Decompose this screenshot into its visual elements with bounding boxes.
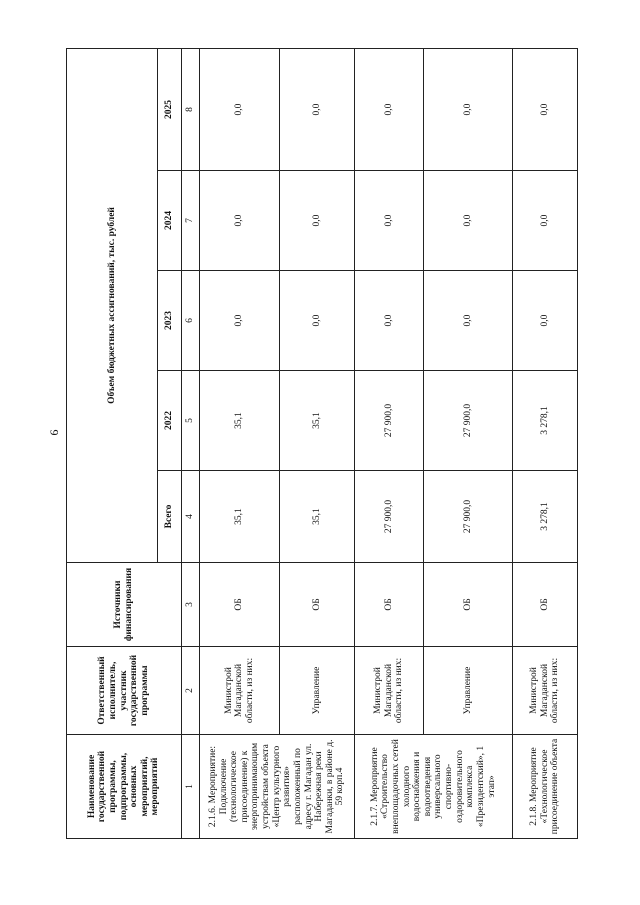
value-2025: 0,0: [200, 49, 280, 171]
responsible-cell: Министрой Магаданской области, из них:: [513, 647, 578, 735]
budget-table: [66, 48, 578, 839]
value-2023: 0,0: [354, 271, 423, 371]
total-cell: 35,1: [200, 471, 280, 563]
value-2025: 0,0: [279, 49, 354, 171]
header-year-2023: 2023: [157, 271, 181, 371]
source-cell: ОБ: [424, 563, 513, 647]
table-row: [424, 49, 513, 839]
column-number-row: [181, 49, 199, 839]
header-year-2025: 2025: [157, 49, 181, 171]
measure-name-2-1-7: 2.1.7. Мероприятие «Строительство внеплощадочных сетей холодного водоснабжения и водоотведения универсального спортивно-оздоровительного комплекса «Президентский», 1 этап»: [354, 735, 512, 839]
value-2022: 27 900,0: [424, 371, 513, 471]
table-row: [200, 49, 280, 839]
header-volume: Объем бюджетных ассигнований, тыс. рублей: [67, 49, 158, 563]
table-row: [513, 49, 578, 839]
column-number: 3: [181, 563, 199, 647]
header-source: Источники финансирования: [67, 563, 182, 647]
measure-name-2-1-6: 2.1.6. Мероприятие: Подключение (технологическое присоединение) к энергопринимающим устройствам объекта «Центр культурного развития» расположенный по адресу г. Магадан ул. Набережная реки Магаданки, в районе д. 59 корп.4: [200, 735, 355, 839]
value-2022: 27 900,0: [354, 371, 423, 471]
total-cell: 27 900,0: [354, 471, 423, 563]
value-2024: 0,0: [513, 171, 578, 271]
responsible-cell: Управление: [424, 647, 513, 735]
source-cell: ОБ: [513, 563, 578, 647]
value-2024: 0,0: [424, 171, 513, 271]
total-cell: 3 278,1: [513, 471, 578, 563]
value-2024: 0,0: [279, 171, 354, 271]
rotated-table-wrapper: [66, 49, 578, 839]
header-total: Всего: [157, 471, 181, 563]
responsible-cell: Министрой Магаданской области, из них:: [354, 647, 423, 735]
value-2023: 0,0: [200, 271, 280, 371]
source-cell: ОБ: [354, 563, 423, 647]
column-number: 1: [181, 735, 199, 839]
value-2023: 0,0: [279, 271, 354, 371]
header-name: Наименование государственной программы, подпрограммы, основных мероприятий, мероприятий: [67, 735, 182, 839]
column-number: 6: [181, 271, 199, 371]
measure-name-2-1-8: 2.1.8. Мероприятие «Технологическое присоединение объекта: [513, 735, 578, 839]
value-2022: 3 278,1: [513, 371, 578, 471]
column-number: 7: [181, 171, 199, 271]
column-number: 5: [181, 371, 199, 471]
value-2025: 0,0: [424, 49, 513, 171]
page-number: 9: [47, 429, 62, 436]
source-cell: ОБ: [279, 563, 354, 647]
header-year-2024: 2024: [157, 171, 181, 271]
value-2023: 0,0: [424, 271, 513, 371]
value-2025: 0,0: [513, 49, 578, 171]
value-2025: 0,0: [354, 49, 423, 171]
column-number: 4: [181, 471, 199, 563]
column-number: 2: [181, 647, 199, 735]
total-cell: 35,1: [279, 471, 354, 563]
total-cell: 27 900,0: [424, 471, 513, 563]
value-2024: 0,0: [354, 171, 423, 271]
header-year-2022: 2022: [157, 371, 181, 471]
column-number: 8: [181, 49, 199, 171]
source-cell: ОБ: [200, 563, 280, 647]
responsible-cell: Министрой Магаданской области, из них:: [200, 647, 280, 735]
value-2022: 35,1: [200, 371, 280, 471]
value-2022: 35,1: [279, 371, 354, 471]
table-row: [354, 49, 423, 839]
value-2023: 0,0: [513, 271, 578, 371]
responsible-cell: Управление: [279, 647, 354, 735]
header-responsible: Ответственный исполнитель, участник государственной программы: [67, 647, 182, 735]
value-2024: 0,0: [200, 171, 280, 271]
table-row: [279, 49, 354, 839]
